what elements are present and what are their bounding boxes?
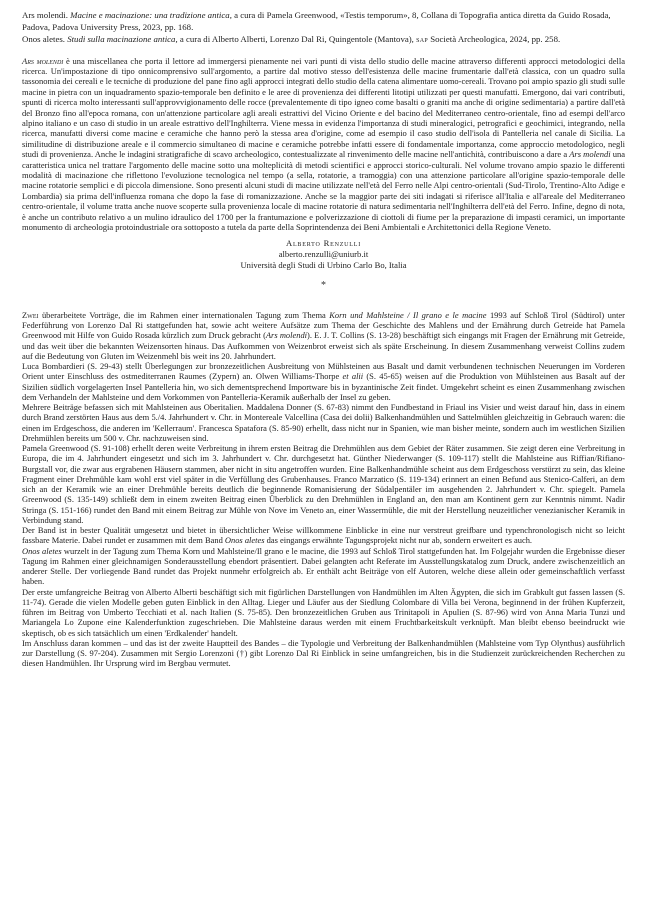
reviewer-signature <box>22 238 625 271</box>
german-review <box>22 310 625 669</box>
ref2-publisher: sap <box>416 34 429 44</box>
italian-review-text-2: una caratteristica unica nel trattare l'argomento delle macine sotto una molteplicità di metodi scientifici e approcci storico-culturali. Nel volume trovano ampio spazio le differenti modalità di macinazione che riflettono l'evoluzione tecnologica nel tempo (a sella, rotatorie, a tramoggia) con una attenzione particolare all'origine spazio-temporale delle macine rotatorie semplici e di piccola dimensione. Sono presenti alcuni studi di macine utilizzate nell'età del Ferro nelle Alpi centro-orientali (Sud-Tirolo, Trentino-Alto Adige e Lombardia) sia prima dell'influenza romana che dopo la fase di romanizzazione. Anche se la maggior parte dei siti indagati si riferisce all'Italia e all'areale del Mediterraneo centro-orientale, il volume tratta anche nuove scoperte sulla provenienza locale di macine rotatorie di natura sedimentaria nell'Inghilterra dell'età del Ferro. Infine, degno di nota, è anche un contributo relativo a un mulino idraulico del 1700 per la frantumazione e polverizzazione di ciottoli di fiume per la preparazione di impasti ceramici, un importante monumento di archeologia protoindustriale ora sottoposto a tutela da parte della Soprintendenza dei Beni Ambientali e Architettonici della Regione Veneto. <box>22 149 625 232</box>
reviewer-email: alberto.renzulli@uniurb.it <box>278 249 369 260</box>
section-divider: * <box>321 280 326 292</box>
german-paragraph-6 <box>22 546 625 587</box>
ref1-title: Macine e macinazione: una tradizione antica <box>70 10 230 20</box>
german-review-lead: Zwei <box>22 309 39 320</box>
german-p1-italic-b: Ars molendi <box>265 330 308 341</box>
german-paragraph-4: Pamela Greenwood (S. 91-108) erhellt deren weite Verbreitung in ihrem ersten Beitrag die Drehmühlen aus dem Gebiet der Räter zusammen. Sie zeigt deren eine Verbreitung in Europa, die im 4. Jahrhundert eingesetzt und sich im 3. Jahrhundert v. Chr. durchgesetzt hat. Günther Niederwanger (S. 109-117) stellt die Mahlsteine aus Riffian/Rifiano-Burgstall vor, die zwar aus ergrabenen Häusern stammen, aber nicht in situ angetroffen wurden. Eine Balkenhandmühle scheint aus dem Erdgeschoss verstürzt zu sein, das kleine Fragment einer Drehmühle kam wohl erst viel später in die Verfüllung des Grubenhauses. Franco Marzatico (S. 119-134) erinnert an einen Befund aus Stenico-Calferi, an dem sich an der Keramik wie an einer Drehmühle bereits deutlich die beginnende Romanisierung der Südalpentäler im ausgehenden 2. Jahrhundert v. Chr. spiegelt. Pamela Greenwood (S. 135-149) schließt dem in einem zweiten Beitrag einen Überblick zu den Drehmühlen in England an, den man am Kontinent gern zur Kenntnis nimmt. Nadir Stringa (S. 151-166) rundet den Band mit einem Beitrag zur Mühle von Nove im Veneto an, einer Wassermühle, die mit der Herstellung neuzeitlicher venezianischer Keramik in Verbindung stand. <box>22 443 625 525</box>
review-reference-1 <box>22 10 625 33</box>
italian-review-text: è una miscellanea che porta il lettore ad immergersi pienamente nei vari punti di vista dello studio delle macine attraverso differenti approcci metodologici della ricerca. Un'impostazione di tipo onnicomprensivo sull'argomento, a partire dal motivo stesso dell'esistenza delle macine frumentarie dall'età classica, con un quadro sulla tassonomia dei cereali e le tecniche di produzione del pane fino agli approcci integrati dello studio della catena alimentare uomo-cereali. Trovano poi ampio spazio gli studi sulle macine in pietra con un inquadramento spazio-temporale ben definito e le aree di provenienza dei differenti litotipi utilizzati per questi manufatti. Emergono, dai vari contributi, spunti di ricerca molto interessanti sull'approvvigionamento delle rocce (prevalentemente di tipo igneo come basalti o graniti ma anche di origine sedimentaria) a partire dall'età del Bronzo fino all'epoca romana, con un'attenzione particolare agli areali estrattivi del Vicino Oriente e del bacino del Mediterraneo centro-orientale, fino ad esempi dell'arco alpino italiano e un caso di studio in un areale estrattivo dell'Inghilterra. Viene messa in evidenza l'importanza di studi mineralogici, petrografici e geochimici, integrando, nella ricerca, manufatti diversi come macine e ceramiche che hanno però la stessa area d'origine, come ad esempio il caso studio dell'isola di Pantelleria nel canale di Sicilia. La similitudine di distribuzione areale e il commercio simultaneo di macine e ceramiche potrebbe infatti essere di fondamentale importanza, come approccio metodologico, negli studi di provenienza. Anche le indagini stratigrafiche di scavo archeologico, contestualizzate al rinvenimento delle macine nell'antichità, contribuiscono a dare a <box>22 55 625 160</box>
german-p2-text-b: (S. 45-65) weisen auf die Produktion von Mühlsteinen aus Basalt auf der Sizilien südlich vorgelagerten Insel Pantelleria hin, wo sich dementsprechend Importware bis in byzantinische Zeit findet. Umgekehrt scheint es einen Zusammenhang zwischen dem Verhandeln der Mahlsteine und dem Vorkommen von Pantelleria-Keramik außerhalb der Insel zu geben. <box>22 371 626 402</box>
german-p1-text-c: ). E. J. T. Collins (S. 13-28) beschäftigt sich eingangs mit Fragen der Ernährung mit Getreide, und das weit über die bekannten Weizensorten hinaus. Das Aufkommen von Weizenbrot erweist sich als späte Erscheinung. In diesem Zusammenhang verweist Collins zudem auf die Bedeutung von Gluten im Weizenmehl bis weit ins 20. Jahrhundert. <box>22 330 626 361</box>
german-p6-italic: Onos aletes <box>22 545 62 556</box>
ref2-details: , a cura di Alberto Alberti, Lorenzo Dal Ri, Quingentole (Mantova), <box>175 34 417 44</box>
ref1-details: , a cura di Pamela Greenwood, «Testis temporum», 8, Collana di Topografia antica diretta da Guido Rosada, Padova, Padova University Press, 2023, pp. 168. <box>22 10 611 32</box>
italian-review-lead: Ars molendi <box>22 55 64 66</box>
german-paragraph-5 <box>22 525 625 546</box>
german-p2-text-a: Luca Bombardieri (S. 29-43) stellt Überlegungen zur bronzezeitlichen Ausbreitung von Mühlsteinen aus Basalt und damit verbundenen technischen Neuerungen im Vorderen Orient unter Einschluss des ostmediterranen Raumes (Zypern) an. Olwen Williams-Thorpe <box>22 361 625 382</box>
german-paragraph-8: Im Anschluss daran kommen – und das ist der zweite Hauptteil des Bandes – die Typologie und Verbreitung der Balkenhandmühlen (Mahlsteine vom Typ Olynthus) ausführlich zur Darstellung (S. 97-204). Zusammen mit Sergio Lorenzoni (†) gibt Lorenzo Dal Ri Einblick in seine umfangreichen, bis in die Studienzeit zurückreichenden Recherchen zu diesen Handmühlen. Ihr Ursprung wird im Bergbau vermutet. <box>22 637 625 669</box>
reviewer-affiliation: Università degli Studi di Urbino Carlo Bo, Italia <box>240 260 407 271</box>
german-paragraph-3: Mehrere Beiträge befassen sich mit Mahlsteinen aus Oberitalien. Maddalena Donner (S. 67-83) nimmt den Fundbestand in Friaul ins Visier und weist darauf hin, dass in einem durch Brand zerstörten Haus aus dem 5./4. Jahrhundert v. Chr. in Montereale Valcellina (Casa dei dolii) Balkenhandmühlen und Sattelmühlen gleichzeitig in Gebrauch waren: die einen im Erdgeschoss, die anderen im 'Kellerraum'. Francesca Spatafora (S. 85-90) erhellt, dass nicht nur in Spanien, wie man bisher meinte, sondern auch im westlichen Sizilien Drehmühlen bereits um 500 v. Chr. nachzuweisen sind. <box>22 402 625 443</box>
german-paragraph-2 <box>22 361 625 402</box>
german-p5-text-a: Der Band ist in bester Qualität umgesetzt und bietet in übersichtlicher Weise willkommene Einblicke in eine nur verstreut greifbare und typenchronologisch nicht so leicht fassbare Materie. Dabei rundet er zusammen mit dem Band <box>22 525 625 546</box>
german-p2-italic: et alii <box>342 371 364 382</box>
german-p5-italic: Onos aletes <box>224 535 265 546</box>
italian-review-italic: Ars molendi <box>569 149 611 160</box>
german-paragraph-1 <box>22 310 625 361</box>
ref1-lead: Ars molendi. <box>22 10 71 20</box>
german-p5-text-b: das eingangs erwähnte Tagungsprojekt nicht nur ab, sondern erweitert es auch. <box>264 535 533 546</box>
ref2-title: Studi sulla macinazione antica <box>67 34 176 44</box>
ref2-lead: Onos aletes. <box>22 34 68 44</box>
ref2-end: Società Archeologica, 2024, pp. 258. <box>428 34 561 44</box>
german-p1-text-b: 1993 auf Schloß Tirol (Südtirol) unter Federführung von Lorenzo Dal Ri stattgefunden hat, sowie acht weitere Aufsätze zum Thema der Geschichte des Mahlens und der Ernährung durch Getreide hat Pamela Greenwood mit Hilfe von Guido Rosada kürzlich zum Druck gebracht ( <box>22 309 625 341</box>
reviewer-name: Alberto Renzulli <box>285 238 362 249</box>
german-p1-text-a: überarbeitete Vorträge, die im Rahmen einer internationalen Tagung zum Thema <box>38 309 330 320</box>
german-paragraph-7: Der erste umfangreiche Beitrag von Alberto Alberti beschäftigt sich mit figürlichen Darstellungen von Handmühlen im Alten Ägypten, die sich im Grabkult gut fassen lassen (S. 11-74). Gerade die vielen Modelle geben guten Einblick in den Alltag. Lieger und Läufer aus der Siedlung Colombare di Villa bei Verona, beginnend in der frühen Kupferzeit, führen im Beitrag von Umberto Tecchiati et al. nach Italien (S. 75-85). Den bronzezeitlichen Gruben aus Trinitapoli in Apulien (S. 87-96) wird von Anna Maria Tunzi und Mariangela Lo Zupone eine Kalenderfunktion zugeschrieben. Die Mahlsteine daraus werden mit einem Fruchtbarkeitskult verknüpft. Man bleibt ebenso beeindruckt wie skeptisch, ob es sich tatsächlich um einen 'Erdkalender' handelt. <box>22 586 625 638</box>
italian-review-body <box>22 56 625 233</box>
german-p1-italic-a: Korn und Mahlsteine / Il grano e le macine <box>329 309 487 320</box>
review-reference-2 <box>22 34 625 46</box>
german-p6-text: wurzelt in der Tagung zum Thema Korn und Mahlsteine/Il grano e le macine, die 1993 auf Schloß Tirol stattgefunden hat. Im Folgejahr wurden die Ergebnisse dieser Tagung im Rahmen einer gleichnamigen Sonderausstellung ebendort präsentiert. Dabei gelangten acht Referate im Ausstellungskatalog zum Druck, andere zwischenzeitlich an anderer Stelle. Der vorliegende Band rundet das Projekt nunmehr erfolgreich ab. Er enthält acht Beiträge von elf Autoren, welche diese allein oder gemeinschaftlich verfasst haben. <box>22 545 625 587</box>
